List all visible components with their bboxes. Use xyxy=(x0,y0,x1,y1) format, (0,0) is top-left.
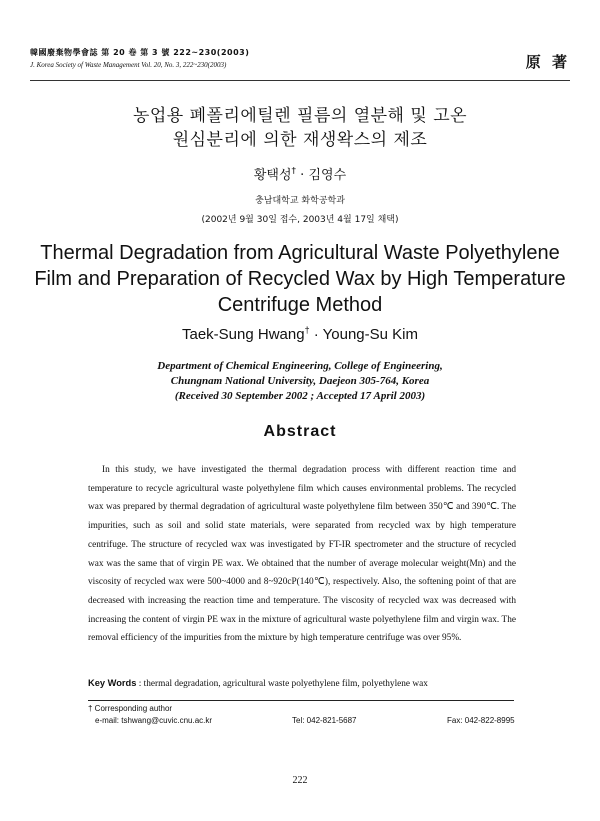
journal-citation-english: J. Korea Society of Waste Management Vol. 20, No. 3, 222~230(2003) xyxy=(30,61,227,69)
english-author-1: Taek-Sung Hwang xyxy=(182,326,305,343)
journal-citation-korean: 韓國廢棄物學會誌 第 20 卷 第 3 號 222~230(2003) xyxy=(30,48,250,57)
page-number: 222 xyxy=(292,775,308,786)
abstract-text: In this study, we have investigated the thermal degradation process with different reaction time and temperature to recycle agricultural waste polyethylene film which causes environmental problems. The recycled wax was prepared by thermal degradation of agricultural waste polyethylene film between 350℃ and 390℃. The impurities, such as soil and solid state materials, were separated from recycled wax by high temperature centrifuge. The structure of recycled wax was investigated by FT-IR spectrometer and the structure of recycled wax was the same that of virgin PE wax. We obtained that the number of average molecular weight(Mn) and the viscosity of recycled wax were 500~4000 and 8~920cP(140℃), respectively. Also, the softening point of that are decreased with increasing the reaction time and temperature. The viscosity of recycled wax was decreased with increasing the content of virgin PE wax in the mixture of agricultural waste polyethylene film and virgin wax. The removal efficiency of the impurities from the mixture by high temperature centrifuge was over 95%. xyxy=(88,465,516,644)
korean-author-1: 황택성 xyxy=(253,168,292,183)
affiliation-line-1: Department of Chemical Engineering, College of Engineering, xyxy=(157,360,443,372)
english-title-line-2: Film and Preparation of Recycled Wax by High Temperature xyxy=(34,268,566,290)
author-separator: · xyxy=(309,326,323,343)
footnote-tel: Tel: 042-821-5687 xyxy=(292,716,357,725)
keywords-text: : thermal degradation, agricultural waste polyethylene film, polyethylene wax xyxy=(136,679,428,689)
footnote-rule xyxy=(88,700,514,701)
english-authors xyxy=(0,325,600,343)
corresponding-mark: † xyxy=(291,166,297,177)
korean-authors xyxy=(0,164,600,183)
keywords-label: Key Words xyxy=(88,678,137,688)
keywords xyxy=(88,678,428,689)
korean-author-2: 김영수 xyxy=(308,168,347,183)
affiliation-line-2: Chungnam National University, Daejeon 305-764, Korea xyxy=(170,375,430,387)
korean-dates: (2002년 9월 30일 접수, 2003년 4월 17일 채택) xyxy=(201,215,399,225)
header-rule xyxy=(30,80,570,81)
korean-title-line-1: 농업용 폐폴리에틸렌 필름의 열분해 및 고온 xyxy=(132,106,468,126)
korean-affiliation: 충남대학교 화학공학과 xyxy=(255,196,345,206)
author-separator: · xyxy=(296,168,309,183)
corresponding-mark: † xyxy=(304,325,310,335)
footnote-email: e-mail: tshwang@cuvic.cnu.ac.kr xyxy=(95,716,213,725)
korean-title-line-2: 원심분리에 의한 재생왁스의 제조 xyxy=(172,130,428,150)
abstract-heading: Abstract xyxy=(263,423,337,440)
english-title-line-3: Centrifuge Method xyxy=(217,294,383,316)
english-author-2: Young-Su Kim xyxy=(322,326,418,343)
article-type-label: 原 著 xyxy=(525,53,570,71)
english-title-line-1: Thermal Degradation from Agricultural Waste Polyethylene xyxy=(40,242,560,264)
received-accepted-dates: (Received 30 September 2002 ; Accepted 17 April 2003) xyxy=(174,390,426,402)
footnote-corresponding: † Corresponding author xyxy=(88,704,173,713)
english-title xyxy=(0,240,600,318)
footnote-fax: Fax: 042-822-8995 xyxy=(447,716,515,725)
english-affiliation xyxy=(0,359,600,404)
